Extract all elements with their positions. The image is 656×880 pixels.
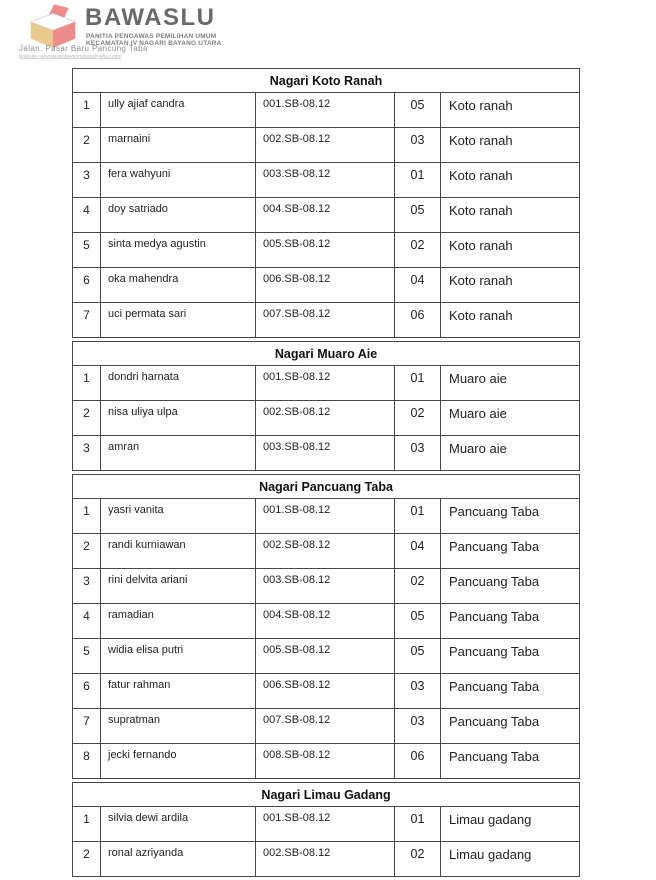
cell-code: 002.SB-08.12	[256, 534, 395, 569]
cell-nagari: Pancuang Taba	[441, 674, 580, 709]
table-row	[73, 198, 580, 233]
cell-name: dondri harnata	[101, 366, 256, 401]
cell-number: 02	[395, 401, 441, 436]
table-row	[73, 744, 580, 779]
section-header-row	[73, 475, 580, 499]
cell-nagari: Limau gadang	[441, 842, 580, 877]
cell-no: 1	[73, 93, 101, 128]
table-row	[73, 233, 580, 268]
cell-number: 02	[395, 569, 441, 604]
cell-no: 2	[73, 842, 101, 877]
cell-code: 001.SB-08.12	[256, 807, 395, 842]
nagari-table	[72, 782, 580, 877]
cell-number: 03	[395, 709, 441, 744]
table-row	[73, 303, 580, 338]
cell-name: nisa uliya ulpa	[101, 401, 256, 436]
cell-number: 04	[395, 534, 441, 569]
table-row	[73, 401, 580, 436]
cell-code: 004.SB-08.12	[256, 604, 395, 639]
cell-number: 03	[395, 436, 441, 471]
cell-nagari: Koto ranah	[441, 303, 580, 338]
table-row	[73, 639, 580, 674]
nagari-table	[72, 474, 580, 779]
cell-number: 01	[395, 163, 441, 198]
cell-no: 1	[73, 366, 101, 401]
cell-no: 6	[73, 268, 101, 303]
cell-no: 1	[73, 807, 101, 842]
nagari-table	[72, 341, 580, 471]
cell-no: 2	[73, 534, 101, 569]
cell-number: 05	[395, 639, 441, 674]
table-row	[73, 534, 580, 569]
cell-code: 006.SB-08.12	[256, 674, 395, 709]
cell-name: fatur rahman	[101, 674, 256, 709]
section-header-row	[73, 342, 580, 366]
section-title: Nagari Koto Ranah	[73, 69, 580, 93]
cell-name: supratman	[101, 709, 256, 744]
cell-code: 001.SB-08.12	[256, 499, 395, 534]
table-sections	[72, 68, 580, 880]
table-row	[73, 569, 580, 604]
cell-number: 06	[395, 303, 441, 338]
cell-no: 4	[73, 604, 101, 639]
table-row	[73, 268, 580, 303]
table-row	[73, 93, 580, 128]
cell-name: ronal azriyanda	[101, 842, 256, 877]
cell-number: 06	[395, 744, 441, 779]
cell-nagari: Pancuang Taba	[441, 744, 580, 779]
cell-code: 005.SB-08.12	[256, 639, 395, 674]
cell-number: 01	[395, 366, 441, 401]
org-subtitle-line1: PANITIA PENGAWAS PEMILIHAN UMUM	[86, 33, 217, 40]
cell-code: 007.SB-08.12	[256, 709, 395, 744]
cell-number: 05	[395, 198, 441, 233]
cell-number: 04	[395, 268, 441, 303]
org-name: BAWASLU	[85, 4, 216, 31]
cell-nagari: Pancuang Taba	[441, 569, 580, 604]
cell-code: 004.SB-08.12	[256, 198, 395, 233]
cell-number: 01	[395, 499, 441, 534]
cell-nagari: Pancuang Taba	[441, 604, 580, 639]
table-row	[73, 163, 580, 198]
cell-code: 003.SB-08.12	[256, 569, 395, 604]
cell-no: 8	[73, 744, 101, 779]
cell-code: 003.SB-08.12	[256, 163, 395, 198]
website-line: Website.panwascambayangutara@yahoo.com	[19, 53, 122, 59]
table-row	[73, 128, 580, 163]
cell-no: 3	[73, 163, 101, 198]
cell-code: 002.SB-08.12	[256, 128, 395, 163]
section-title: Nagari Pancuang Taba	[73, 475, 580, 499]
address-line: Jalan. Pasar Baru Pancung Taba	[19, 44, 148, 53]
cell-nagari: Koto ranah	[441, 198, 580, 233]
section-title: Nagari Limau Gadang	[73, 783, 580, 807]
section-header-row	[73, 783, 580, 807]
nagari-table	[72, 68, 580, 338]
cell-nagari: Koto ranah	[441, 128, 580, 163]
cell-nagari: Koto ranah	[441, 163, 580, 198]
cell-name: ramadian	[101, 604, 256, 639]
cell-no: 3	[73, 436, 101, 471]
cell-nagari: Limau gadang	[441, 807, 580, 842]
cell-name: ully ajiaf candra	[101, 93, 256, 128]
cell-name: rini delvita ariani	[101, 569, 256, 604]
cell-name: yasri vanita	[101, 499, 256, 534]
cell-name: amran	[101, 436, 256, 471]
table-row	[73, 366, 580, 401]
cell-number: 05	[395, 604, 441, 639]
cell-name: oka mahendra	[101, 268, 256, 303]
table-row	[73, 499, 580, 534]
cell-number: 01	[395, 807, 441, 842]
org-subtitle-line2: KECAMATAN IV NAGARI BAYANG UTARA	[86, 40, 222, 47]
letterhead	[0, 0, 656, 66]
cell-code: 006.SB-08.12	[256, 268, 395, 303]
cell-number: 03	[395, 128, 441, 163]
cell-name: randi kurniawan	[101, 534, 256, 569]
cell-no: 7	[73, 709, 101, 744]
cell-number: 05	[395, 93, 441, 128]
cell-nagari: Pancuang Taba	[441, 534, 580, 569]
cell-no: 7	[73, 303, 101, 338]
table-row	[73, 436, 580, 471]
cell-code: 002.SB-08.12	[256, 842, 395, 877]
cell-name: jecki fernando	[101, 744, 256, 779]
cell-no: 5	[73, 233, 101, 268]
table-row	[73, 807, 580, 842]
cell-no: 1	[73, 499, 101, 534]
table-row	[73, 604, 580, 639]
cell-code: 003.SB-08.12	[256, 436, 395, 471]
cell-number: 02	[395, 233, 441, 268]
table-row	[73, 674, 580, 709]
cell-nagari: Muaro aie	[441, 401, 580, 436]
cell-code: 001.SB-08.12	[256, 366, 395, 401]
cell-code: 008.SB-08.12	[256, 744, 395, 779]
cell-number: 02	[395, 842, 441, 877]
cell-nagari: Koto ranah	[441, 93, 580, 128]
section-title: Nagari Muaro Aie	[73, 342, 580, 366]
cell-nagari: Muaro aie	[441, 436, 580, 471]
cell-nagari: Muaro aie	[441, 366, 580, 401]
cell-no: 4	[73, 198, 101, 233]
cell-nagari: Pancuang Taba	[441, 709, 580, 744]
cell-code: 002.SB-08.12	[256, 401, 395, 436]
cell-no: 3	[73, 569, 101, 604]
cell-no: 6	[73, 674, 101, 709]
table-row	[73, 709, 580, 744]
cell-number: 03	[395, 674, 441, 709]
cell-name: uci permata sari	[101, 303, 256, 338]
cell-nagari: Pancuang Taba	[441, 639, 580, 674]
table-row	[73, 842, 580, 877]
cell-name: widia elisa putri	[101, 639, 256, 674]
cell-no: 2	[73, 128, 101, 163]
cell-name: silvia dewi ardila	[101, 807, 256, 842]
cell-name: doy satriado	[101, 198, 256, 233]
cell-code: 007.SB-08.12	[256, 303, 395, 338]
cell-code: 005.SB-08.12	[256, 233, 395, 268]
cell-code: 001.SB-08.12	[256, 93, 395, 128]
cell-no: 5	[73, 639, 101, 674]
cell-nagari: Koto ranah	[441, 233, 580, 268]
cell-nagari: Koto ranah	[441, 268, 580, 303]
section-header-row	[73, 69, 580, 93]
cell-name: marnaini	[101, 128, 256, 163]
cell-name: sinta medya agustin	[101, 233, 256, 268]
cell-nagari: Pancuang Taba	[441, 499, 580, 534]
cell-no: 2	[73, 401, 101, 436]
cell-name: fera wahyuni	[101, 163, 256, 198]
